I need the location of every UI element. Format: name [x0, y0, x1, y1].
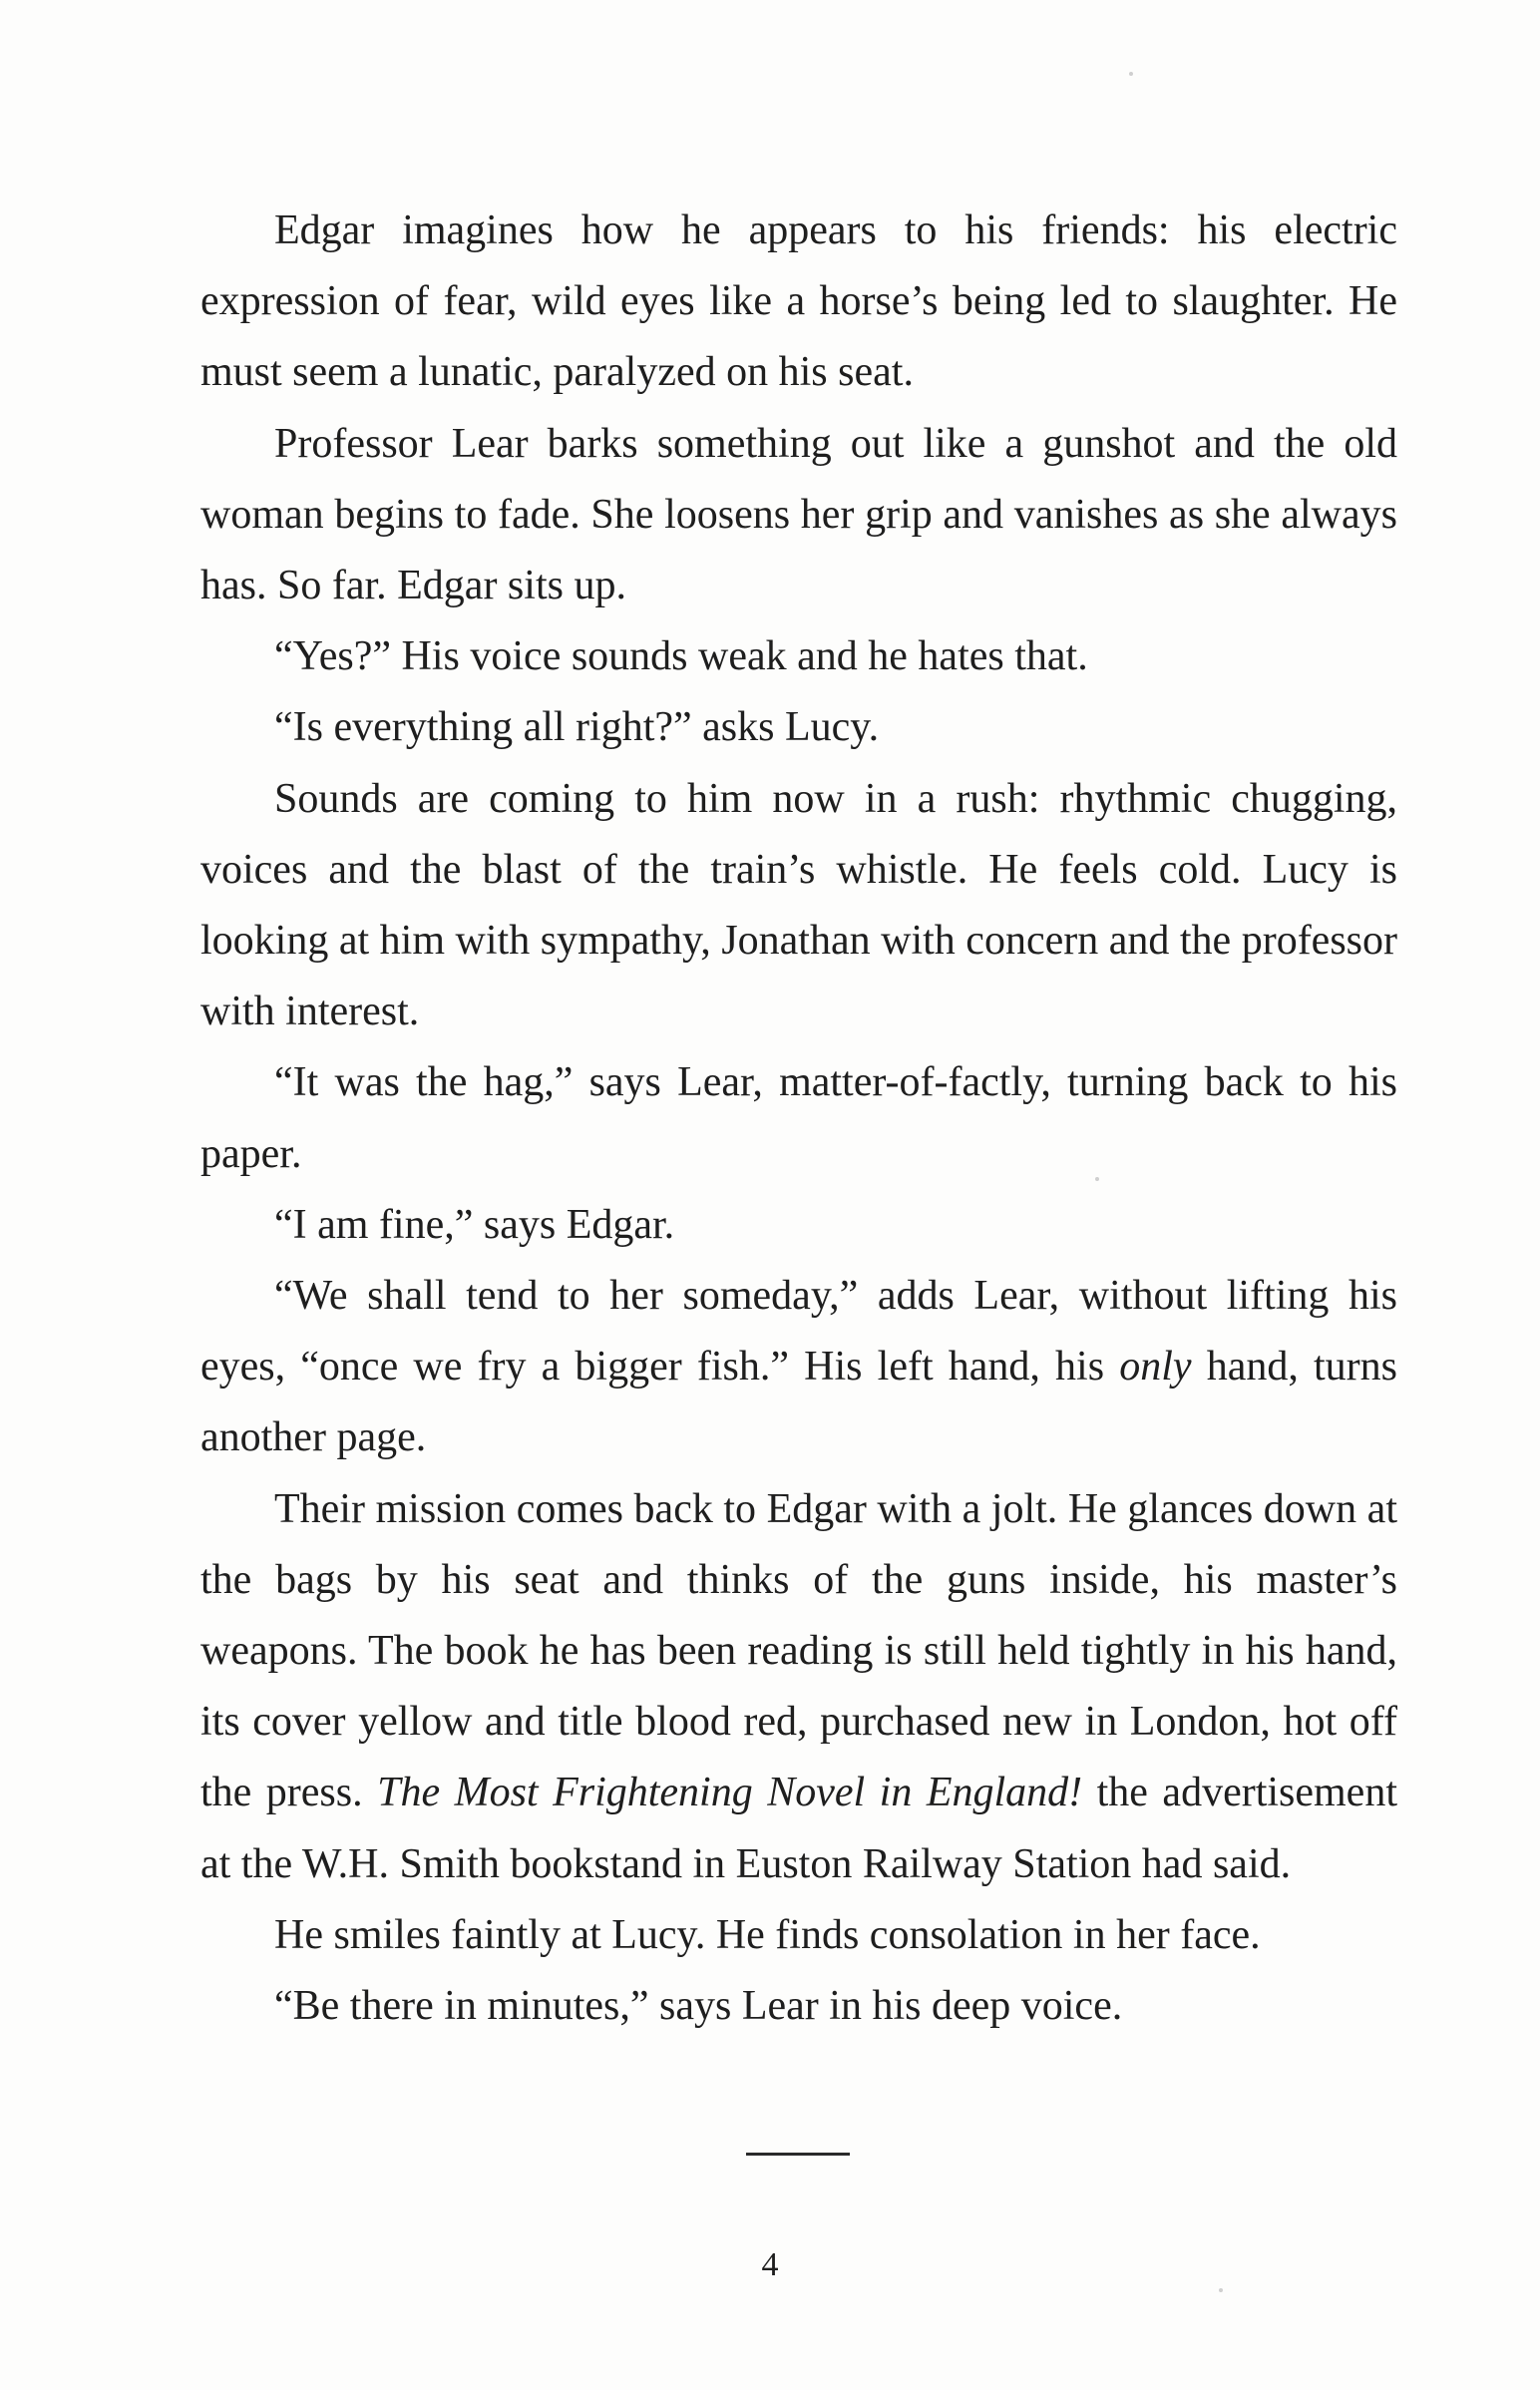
- text-run: Edgar imagines how he appears to his friends: his electric expression of fear, wild eyes like a horse’s being led to slaughter. He must seem a lunatic, paralyzed on his seat.: [200, 207, 1397, 396]
- text-run: Sounds are coming to him now in a rush: rhythmic chugging, voices and the blast of the train’s whistle. He feels cold. Lucy is looking at him with sympathy, Jonathan with concern and the professor with interest.: [200, 775, 1397, 1035]
- text-run: “It was the hag,” says Lear, matter-of-factly, turning back to his paper.: [200, 1059, 1397, 1177]
- text-run: “I am fine,” says Edgar.: [274, 1201, 675, 1248]
- paragraph: [200, 1047, 1397, 1189]
- paragraph: [200, 1190, 1397, 1261]
- text-run: Professor Lear barks something out like a gunshot and the old woman begins to fade. She loosens her grip and vanishes as she always has. So far. Edgar sits up.: [200, 420, 1397, 609]
- text-run: the advertisement at the W.H. Smith bookstand in Euston Railway Station had said.: [200, 1770, 1397, 1887]
- paragraph: [200, 692, 1397, 763]
- paragraph: [200, 621, 1397, 692]
- text-run: “We shall tend to her someday,” adds Lear, without lifting his eyes, “once we fry a bigger fish.” His left hand, his: [200, 1273, 1397, 1391]
- scene-break-rule: [746, 2153, 850, 2156]
- paragraph: [200, 1900, 1397, 1971]
- paragraph: [200, 1261, 1397, 1474]
- paper-speck: [1219, 2288, 1223, 2292]
- paper-speck: [1129, 72, 1133, 76]
- paragraph: [200, 764, 1397, 1048]
- text-run: “Yes?” His voice sounds weak and he hates that.: [274, 633, 1088, 680]
- paper-speck: [1095, 1177, 1099, 1181]
- italic-text: The Most Frightening Novel in England!: [377, 1770, 1083, 1816]
- page-number: 4: [761, 2246, 779, 2283]
- paragraph: [200, 409, 1397, 622]
- paragraph: [200, 1474, 1397, 1900]
- text-run: hand, turns another page.: [200, 1344, 1397, 1461]
- text-run: He smiles faintly at Lucy. He finds consolation in her face.: [274, 1911, 1261, 1958]
- text-run: “Be there in minutes,” says Lear in his deep voice.: [274, 1983, 1123, 2030]
- text-run: Their mission comes back to Edgar with a jolt. He glances down at the bags by his seat and thinks of the guns inside, his master’s weapons. The book he has been reading is still held tightly in his hand, its cover yellow and title blood red, purchased new in London, hot off the press.: [200, 1485, 1397, 1816]
- text-run: “Is everything all right?” asks Lucy.: [274, 704, 880, 751]
- paragraph: [200, 196, 1397, 409]
- paragraph: [200, 1971, 1397, 2042]
- body-text: [200, 196, 1397, 2042]
- italic-text: only: [1119, 1344, 1192, 1391]
